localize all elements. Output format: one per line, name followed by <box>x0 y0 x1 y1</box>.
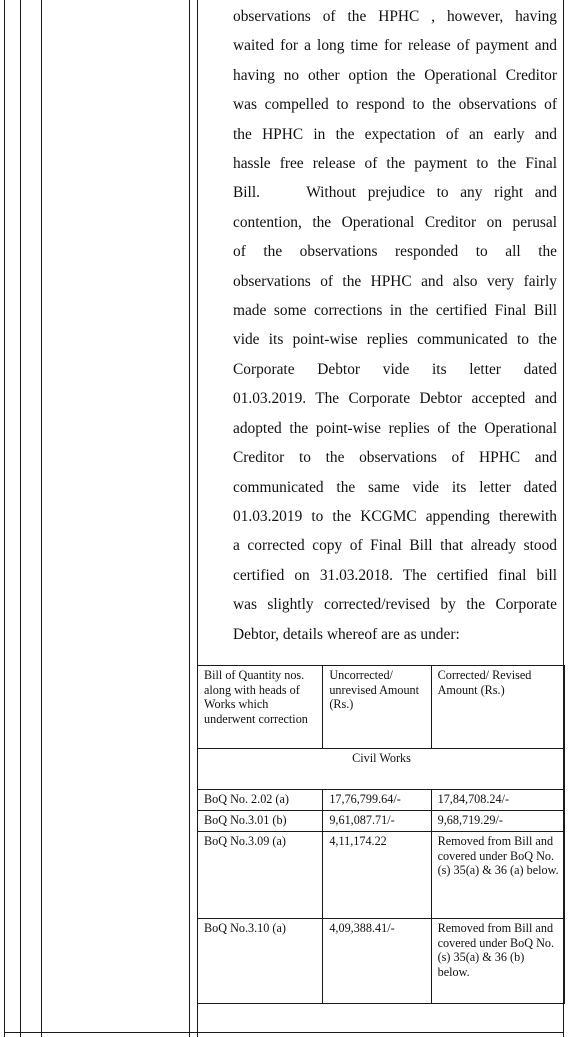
header-cell-boq: Bill of Quantity nos. along with heads of Works which underwent correction <box>198 666 323 749</box>
paragraph-line: 01.03.2019. The Corporate Debtor accepted and <box>233 390 557 408</box>
paragraph-line: Debtor, details whereof are as under: <box>233 625 460 643</box>
uncorrected-amount: 9,61,087.71/- <box>323 811 431 832</box>
paragraph-line: was slightly corrected/revised by the Corporate <box>233 596 557 614</box>
boq-number: BoQ No.3.09 (a) <box>198 832 323 919</box>
section-label: Civil Works <box>198 749 565 790</box>
paragraph-line: vide its point-wise replies communicated to the <box>233 331 557 349</box>
paragraph-line: Corporate Debtor vide its letter dated <box>233 360 557 378</box>
paragraph-line: 01.03.2019 to the KCGMC appending therewith <box>233 507 557 525</box>
column-rule <box>41 0 42 1037</box>
corrected-amount: 9,68,719.29/- <box>431 811 564 832</box>
table-row <box>198 832 565 919</box>
table-row <box>198 919 565 1004</box>
corrected-amount: Removed from Bill and covered under BoQ No.(s) 35(a) & 36 (b) below. <box>431 919 564 1004</box>
paragraph-line: Creditor to the observations of HPHC and <box>233 449 557 467</box>
paragraph-line: having no other option the Operational Creditor <box>233 66 557 84</box>
paragraph-line: waited for a long time for release of payment and <box>233 37 557 55</box>
paragraph-line: observations of the HPHC and also very fairly <box>233 272 557 290</box>
paragraph-line: made some corrections in the certified Final Bill <box>233 302 557 320</box>
column-rule <box>20 0 21 1037</box>
paragraph-line: adopted the point-wise replies of the Operational <box>233 419 557 437</box>
paragraph-line: the HPHC in the expectation of an early and <box>233 125 557 143</box>
column-rule <box>4 0 5 1037</box>
paragraph-line: a corrected copy of Final Bill that already stood <box>233 537 557 555</box>
uncorrected-amount: 17,76,799.64/- <box>323 790 431 811</box>
paragraph-line: was compelled to respond to the observations of <box>233 96 557 114</box>
bottom-rule <box>4 1032 564 1033</box>
table-row <box>198 811 565 832</box>
paragraph-line: contention, the Operational Creditor on perusal <box>233 213 557 231</box>
paragraph-line: of the observations responded to all the <box>233 243 557 261</box>
uncorrected-amount: 4,09,388.41/- <box>323 919 431 1004</box>
corrected-amount: Removed from Bill and covered under BoQ No.(s) 35(a) & 36 (a) below. <box>431 832 564 919</box>
header-cell-corrected: Corrected/ Revised Amount (Rs.) <box>431 666 564 749</box>
uncorrected-amount: 4,11,174.22 <box>323 832 431 919</box>
paragraph-line: hassle free release of the payment to the Final <box>233 155 557 173</box>
paragraph-line: Bill. Without prejudice to any right and <box>233 184 557 202</box>
header-cell-uncorrected: Uncorrected/ unrevised Amount (Rs.) <box>323 666 431 749</box>
body-paragraph <box>233 2 557 649</box>
paragraph-line: communicated the same vide its letter dated <box>233 478 557 496</box>
column-rule <box>189 0 190 1037</box>
table-row <box>198 790 565 811</box>
corrected-amount: 17,84,708.24/- <box>431 790 564 811</box>
boq-number: BoQ No. 2.02 (a) <box>198 790 323 811</box>
section-row <box>198 749 565 790</box>
boq-correction-table <box>197 665 565 1004</box>
boq-number: BoQ No.3.10 (a) <box>198 919 323 1004</box>
paragraph-line: observations of the HPHC , however, having <box>233 8 557 25</box>
table-header-row <box>198 666 565 749</box>
boq-number: BoQ No.3.01 (b) <box>198 811 323 832</box>
paragraph-line: certified on 31.03.2018. The certified final bill <box>233 566 557 584</box>
